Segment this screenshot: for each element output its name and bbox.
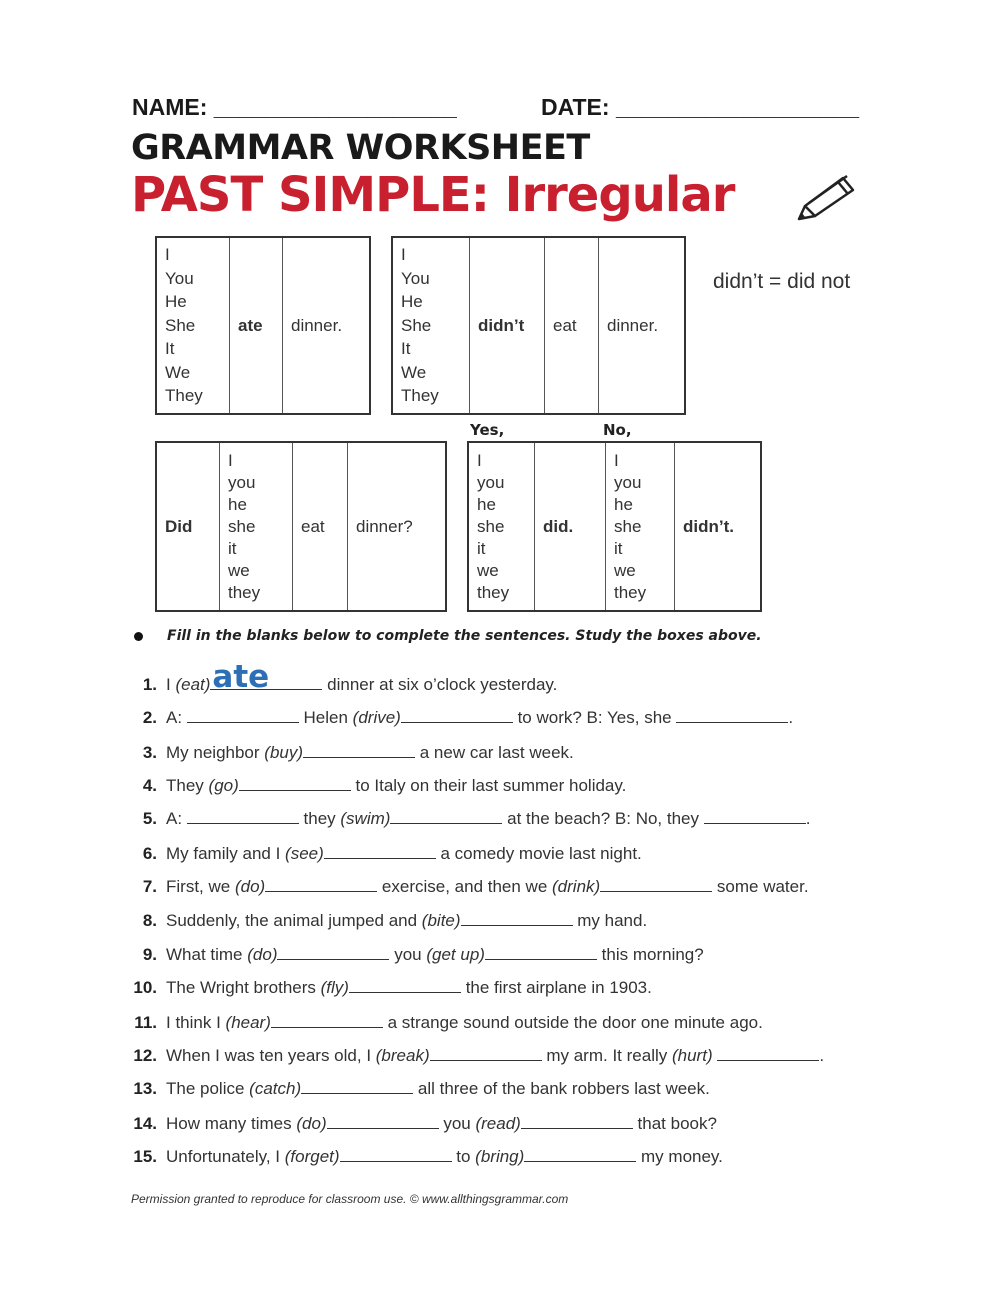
name-label: NAME: <box>132 94 208 120</box>
exercise-number: 5. <box>142 809 157 828</box>
contraction-note: didn’t = did not <box>713 270 851 293</box>
pronoun: he <box>228 494 247 514</box>
verb-hint: (drink) <box>552 877 601 896</box>
pronoun: she <box>614 516 642 536</box>
pronoun: we <box>614 560 636 580</box>
pronoun: I <box>477 450 482 470</box>
pronoun: he <box>614 494 633 514</box>
pronoun: they <box>614 582 647 602</box>
exercise-item <box>0 1079 1000 1109</box>
negative-aux: didn’t <box>470 237 545 414</box>
exercise-sentence: What time (do) you (get up) this morning? <box>166 945 704 964</box>
pronoun-list <box>477 450 526 604</box>
exercise-sentence: They (go) to Italy on their last summer holiday. <box>166 776 627 795</box>
exercise-number: 14. <box>133 1114 157 1133</box>
pronoun: We <box>165 362 191 382</box>
pronoun-list <box>228 450 284 604</box>
exercise-item <box>0 708 1000 738</box>
answer-blank[interactable] <box>390 809 502 824</box>
exercise-item <box>0 1114 1000 1144</box>
verb-hint: (drive) <box>352 708 401 727</box>
answer-blank[interactable] <box>187 708 299 723</box>
pronoun: You <box>401 268 430 288</box>
verb-hint: (bring) <box>475 1147 525 1166</box>
short-answer-table <box>467 441 762 612</box>
answer-blank[interactable] <box>210 659 322 695</box>
exercise-sentence: Suddenly, the animal jumped and (bite) my hand. <box>166 911 648 930</box>
verb-hint: (swim) <box>340 809 391 828</box>
positive-table <box>155 236 371 415</box>
exercise-sentence: First, we (do) exercise, and then we (drink) some water. <box>166 877 809 896</box>
verb-hint: (forget) <box>284 1147 340 1166</box>
verb-past: ate <box>230 237 283 414</box>
answer-blank[interactable] <box>704 809 806 824</box>
exercise-number: 1. <box>142 675 157 694</box>
pronoun: They <box>401 386 439 406</box>
verb-hint: (get up) <box>426 945 485 964</box>
exercise-number: 12. <box>133 1046 157 1065</box>
exercise-item <box>0 911 1000 941</box>
answer-blank[interactable] <box>349 978 461 993</box>
exercise-item <box>0 809 1000 839</box>
pronoun: He <box>401 292 423 312</box>
exercise-number: 4. <box>142 776 157 795</box>
exercise-number: 2. <box>142 708 157 727</box>
pronoun: we <box>228 560 250 580</box>
answer-blank[interactable] <box>524 1147 636 1162</box>
answer-blank[interactable] <box>187 809 299 824</box>
exercise-number: 11. <box>134 1013 157 1032</box>
pronoun: She <box>401 315 432 335</box>
date-label: DATE: <box>541 94 610 120</box>
answer-blank[interactable] <box>327 1114 439 1129</box>
exercise-sentence: A: Helen (drive) to work? B: Yes, she . <box>166 708 794 727</box>
verb-hint: (hear) <box>225 1013 271 1032</box>
question-aux: Did <box>165 516 193 536</box>
answer-blank[interactable] <box>717 1046 819 1061</box>
exercise-item <box>0 1147 1000 1177</box>
pronoun: he <box>477 494 496 514</box>
pronoun-list <box>614 450 666 604</box>
answer-blank[interactable] <box>239 776 351 791</box>
question-table <box>155 441 447 612</box>
answer-blank[interactable] <box>271 1013 383 1028</box>
exercise-sentence: Unfortunately, I (forget) to (bring) my money. <box>166 1147 723 1166</box>
verb-hint: (see) <box>285 844 324 863</box>
pronoun: He <box>165 292 187 312</box>
answer-blank[interactable] <box>430 1046 542 1061</box>
verb-hint: (go) <box>208 776 239 795</box>
exercise-sentence: When I was ten years old, I (break) my arm. It really (hurt) . <box>166 1046 825 1065</box>
answer-blank[interactable] <box>600 877 712 892</box>
no-label: No, <box>603 421 632 439</box>
pronoun: We <box>401 362 427 382</box>
yes-label: Yes, <box>470 421 505 439</box>
exercise-item <box>0 877 1000 907</box>
footer-credit: Permission granted to reproduce for classroom use. © www.allthingsgrammar.com <box>131 1192 569 1206</box>
exercise-item <box>0 1013 1000 1043</box>
bullet-icon <box>134 632 143 641</box>
pronoun: They <box>165 386 203 406</box>
exercise-number: 10. <box>133 978 157 997</box>
worksheet-subtitle: PAST SIMPLE: Irregular <box>131 167 735 223</box>
exercise-sentence: I think I (hear) a strange sound outside the door one minute ago. <box>166 1013 763 1032</box>
answer-blank[interactable] <box>324 844 436 859</box>
worksheet-title: GRAMMAR WORKSHEET <box>131 128 590 168</box>
answer-blank[interactable] <box>277 945 389 960</box>
pronoun: I <box>401 245 406 265</box>
exercise-sentence: A: they (swim) at the beach? B: No, they . <box>166 809 811 828</box>
pronoun-list <box>165 243 221 408</box>
pronoun: they <box>228 582 261 602</box>
no-aux: didn’t. <box>675 442 762 611</box>
pronoun: they <box>477 582 510 602</box>
pronoun: I <box>614 450 619 470</box>
verb-hint: (do) <box>234 877 266 896</box>
answer-blank[interactable] <box>676 708 788 723</box>
exercise-sentence: How many times (do) you (read) that book? <box>166 1114 717 1133</box>
verb-hint: (hurt) <box>671 1046 713 1065</box>
exercise-item <box>0 743 1000 773</box>
answer-blank[interactable] <box>303 743 415 758</box>
exercise-number: 15. <box>133 1147 157 1166</box>
pronoun: you <box>228 472 256 492</box>
answer-blank[interactable] <box>340 1147 452 1162</box>
verb-hint: (read) <box>475 1114 521 1133</box>
yes-aux: did. <box>535 442 606 611</box>
verb-hint: (do) <box>247 945 278 964</box>
answer-blank[interactable] <box>301 1079 413 1094</box>
exercise-number: 13. <box>133 1079 157 1098</box>
pronoun: you <box>477 472 505 492</box>
name-field[interactable] <box>132 94 457 121</box>
answer-blank[interactable] <box>485 945 597 960</box>
object-cell: dinner? <box>348 442 447 611</box>
verb-hint: (do) <box>296 1114 327 1133</box>
exercise-number: 9. <box>142 945 157 964</box>
pronoun: it <box>477 538 486 558</box>
exercise-item <box>0 659 1000 705</box>
exercise-sentence: The police (catch) all three of the bank robbers last week. <box>166 1079 710 1098</box>
exercise-sentence: My family and I (see) a comedy movie last night. <box>166 844 642 863</box>
exercise-number: 3. <box>142 743 157 762</box>
exercise-number: 7. <box>142 877 157 896</box>
answer-blank[interactable] <box>401 708 513 723</box>
verb-hint: (bite) <box>421 911 461 930</box>
date-field[interactable] <box>541 94 859 121</box>
name-line: ___________________ <box>213 94 457 120</box>
pronoun: I <box>228 450 233 470</box>
exercise-number: 6. <box>142 844 157 863</box>
pronoun: it <box>614 538 623 558</box>
base-verb: eat <box>545 237 599 414</box>
exercise-item <box>0 844 1000 874</box>
pronoun: It <box>401 339 411 359</box>
pencil-icon <box>795 170 861 222</box>
exercise-item <box>0 776 1000 806</box>
verb-hint: (fly) <box>320 978 349 997</box>
verb-hint: (buy) <box>264 743 304 762</box>
pronoun: you <box>614 472 642 492</box>
pronoun: I <box>165 245 170 265</box>
pronoun: It <box>165 339 175 359</box>
pronoun-list <box>401 243 461 408</box>
verb-hint: (catch) <box>249 1079 302 1098</box>
exercise-sentence: I (eat) ate dinner at six o’clock yesterday. <box>166 659 558 695</box>
pronoun: she <box>228 516 256 536</box>
answer-blank[interactable] <box>265 877 377 892</box>
verb-hint: (eat) <box>175 675 211 694</box>
pronoun: You <box>165 268 194 288</box>
filled-answer: ate <box>212 659 270 695</box>
exercise-item <box>0 978 1000 1008</box>
exercise-item <box>0 1046 1000 1076</box>
answer-blank[interactable] <box>461 911 573 926</box>
object-cell: dinner. <box>283 237 371 414</box>
pronoun: it <box>228 538 237 558</box>
base-verb: eat <box>293 442 348 611</box>
pronoun: we <box>477 560 499 580</box>
date-line: ___________________ <box>615 94 859 120</box>
exercise-sentence: My neighbor (buy) a new car last week. <box>166 743 574 762</box>
negative-table <box>391 236 686 415</box>
exercise-sentence: The Wright brothers (fly) the first airplane in 1903. <box>166 978 652 997</box>
exercise-item <box>0 945 1000 975</box>
pronoun: she <box>477 516 505 536</box>
exercise-number: 8. <box>142 911 157 930</box>
pronoun: She <box>165 315 196 335</box>
object-cell: dinner. <box>599 237 686 414</box>
answer-blank[interactable] <box>521 1114 633 1129</box>
instruction-text: Fill in the blanks below to complete the sentences. Study the boxes above. <box>167 628 762 644</box>
verb-hint: (break) <box>375 1046 430 1065</box>
